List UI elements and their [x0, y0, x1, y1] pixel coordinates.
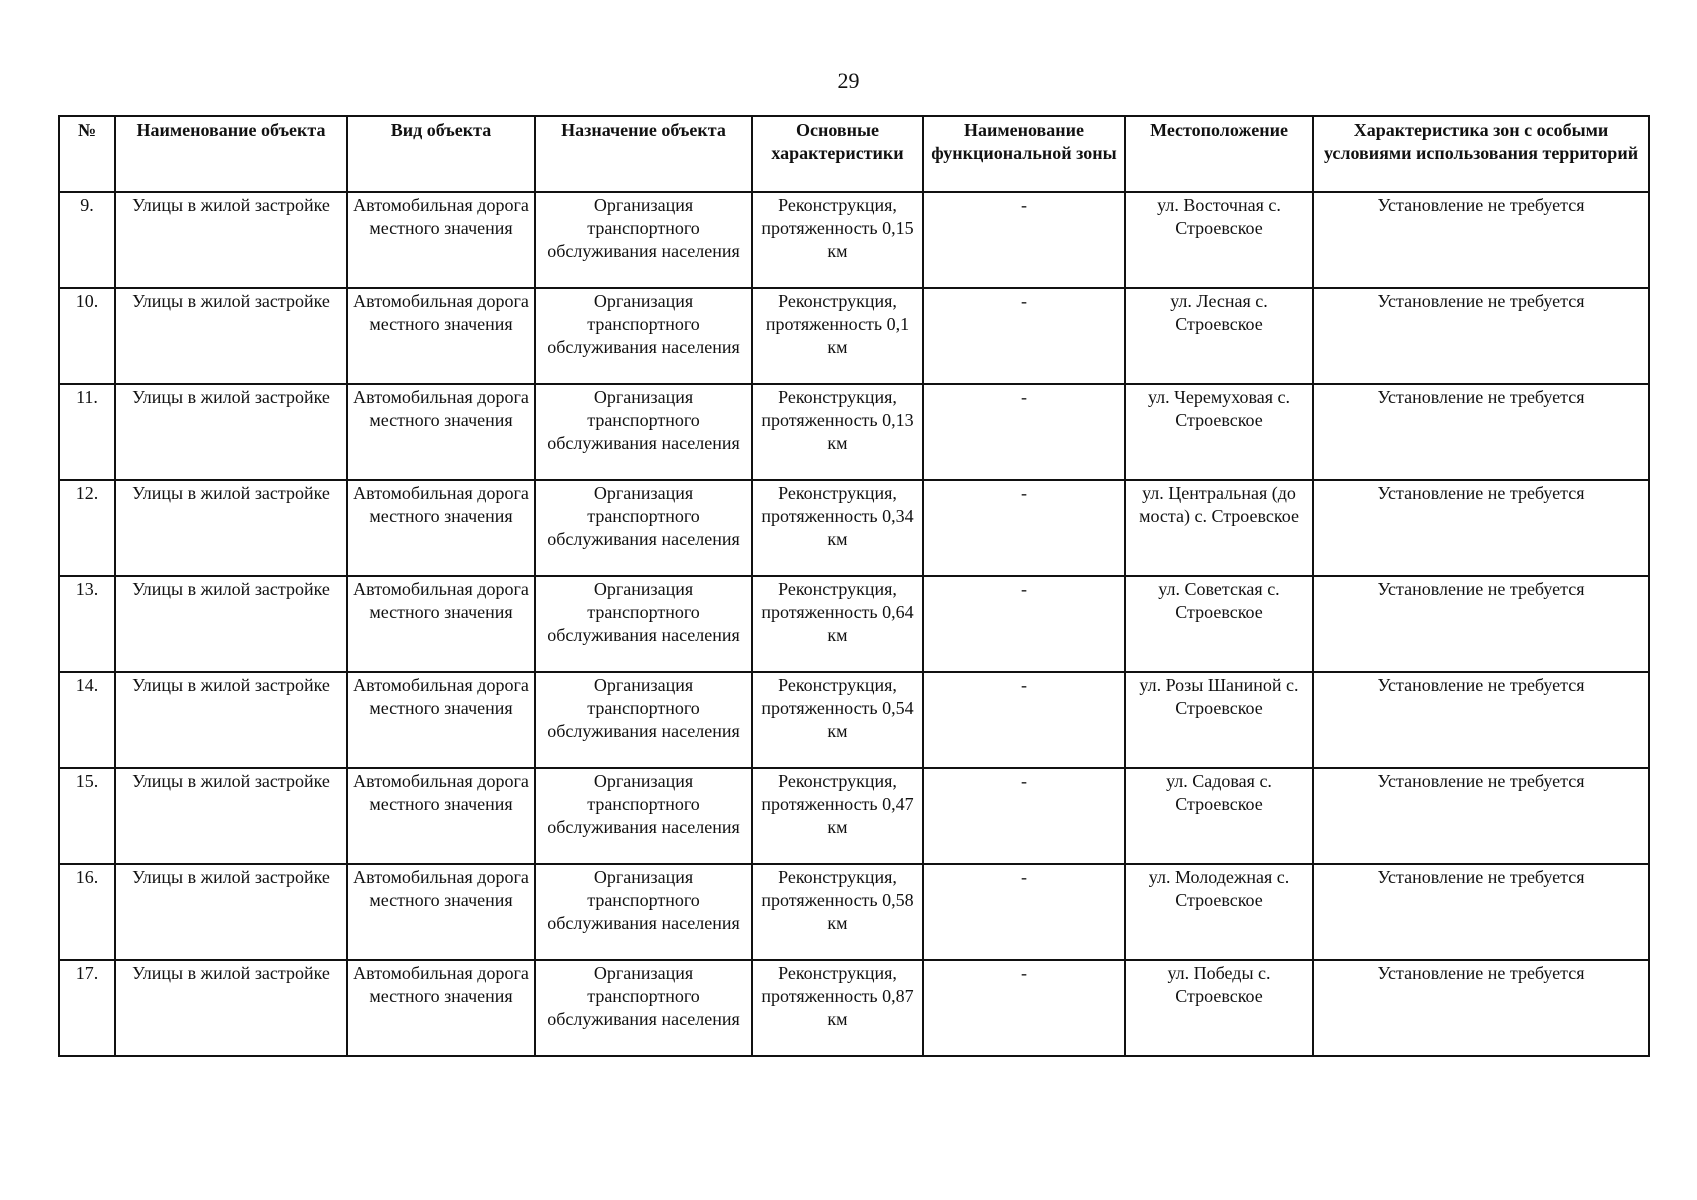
cell-main-characteristics: Реконструкция, протяженность 0,87 км	[752, 960, 923, 1056]
cell-object-type: Автомобильная дорога местного значения	[347, 960, 535, 1056]
cell-object-name: Улицы в жилой застройке	[115, 576, 347, 672]
table-row	[59, 288, 1649, 384]
table-row	[59, 864, 1649, 960]
cell-object-type: Автомобильная дорога местного значения	[347, 480, 535, 576]
table-row	[59, 672, 1649, 768]
cell-zone-conditions: Установление не требуется	[1313, 768, 1649, 864]
page-number: 29	[837, 68, 860, 93]
cell-main-characteristics: Реконструкция, протяженность 0,34 км	[752, 480, 923, 576]
cell-main-characteristics: Реконструкция, протяженность 0,58 км	[752, 864, 923, 960]
cell-object-purpose: Организация транспортного обслуживания населения	[535, 864, 752, 960]
cell-location: ул. Черемуховая с. Строевское	[1125, 384, 1313, 480]
cell-number: 10.	[59, 288, 115, 384]
table-row	[59, 480, 1649, 576]
cell-number: 9.	[59, 192, 115, 288]
cell-zone-conditions: Установление не требуется	[1313, 480, 1649, 576]
cell-object-purpose: Организация транспортного обслуживания населения	[535, 288, 752, 384]
cell-location: ул. Победы с. Строевское	[1125, 960, 1313, 1056]
header-zone-conditions: Характеристика зон с особыми условиями использования территорий	[1313, 116, 1649, 192]
cell-zone-conditions: Установление не требуется	[1313, 864, 1649, 960]
cell-main-characteristics: Реконструкция, протяженность 0,1 км	[752, 288, 923, 384]
header-number: №	[59, 116, 115, 192]
cell-location: ул. Садовая с. Строевское	[1125, 768, 1313, 864]
cell-zone-conditions: Установление не требуется	[1313, 576, 1649, 672]
cell-zone-conditions: Установление не требуется	[1313, 288, 1649, 384]
header-main-characteristics: Основные характеристики	[752, 116, 923, 192]
cell-functional-zone: -	[923, 960, 1125, 1056]
cell-number: 16.	[59, 864, 115, 960]
table-row	[59, 192, 1649, 288]
cell-number: 15.	[59, 768, 115, 864]
cell-object-name: Улицы в жилой застройке	[115, 960, 347, 1056]
cell-object-type: Автомобильная дорога местного значения	[347, 672, 535, 768]
cell-functional-zone: -	[923, 672, 1125, 768]
cell-object-type: Автомобильная дорога местного значения	[347, 768, 535, 864]
cell-object-type: Автомобильная дорога местного значения	[347, 576, 535, 672]
cell-main-characteristics: Реконструкция, протяженность 0,64 км	[752, 576, 923, 672]
cell-zone-conditions: Установление не требуется	[1313, 384, 1649, 480]
header-object-purpose: Назначение объекта	[535, 116, 752, 192]
cell-object-purpose: Организация транспортного обслуживания населения	[535, 960, 752, 1056]
cell-number: 13.	[59, 576, 115, 672]
cell-location: ул. Лесная с. Строевское	[1125, 288, 1313, 384]
table-row	[59, 576, 1649, 672]
cell-object-name: Улицы в жилой застройке	[115, 384, 347, 480]
cell-functional-zone: -	[923, 768, 1125, 864]
table-row	[59, 960, 1649, 1056]
cell-object-name: Улицы в жилой застройке	[115, 480, 347, 576]
cell-object-name: Улицы в жилой застройке	[115, 768, 347, 864]
cell-location: ул. Молодежная с. Строевское	[1125, 864, 1313, 960]
cell-object-purpose: Организация транспортного обслуживания населения	[535, 576, 752, 672]
header-location: Местоположение	[1125, 116, 1313, 192]
cell-functional-zone: -	[923, 192, 1125, 288]
cell-location: ул. Розы Шаниной с. Строевское	[1125, 672, 1313, 768]
cell-main-characteristics: Реконструкция, протяженность 0,15 км	[752, 192, 923, 288]
cell-number: 11.	[59, 384, 115, 480]
cell-object-type: Автомобильная дорога местного значения	[347, 288, 535, 384]
cell-zone-conditions: Установление не требуется	[1313, 960, 1649, 1056]
cell-main-characteristics: Реконструкция, протяженность 0,47 км	[752, 768, 923, 864]
table-row	[59, 768, 1649, 864]
cell-functional-zone: -	[923, 576, 1125, 672]
cell-object-type: Автомобильная дорога местного значения	[347, 384, 535, 480]
cell-object-purpose: Организация транспортного обслуживания населения	[535, 384, 752, 480]
cell-object-purpose: Организация транспортного обслуживания населения	[535, 480, 752, 576]
header-object-name: Наименование объекта	[115, 116, 347, 192]
cell-object-type: Автомобильная дорога местного значения	[347, 864, 535, 960]
table-body	[59, 192, 1649, 1056]
cell-object-name: Улицы в жилой застройке	[115, 864, 347, 960]
cell-object-name: Улицы в жилой застройке	[115, 288, 347, 384]
cell-location: ул. Восточная с. Строевское	[1125, 192, 1313, 288]
cell-zone-conditions: Установление не требуется	[1313, 192, 1649, 288]
cell-main-characteristics: Реконструкция, протяженность 0,13 км	[752, 384, 923, 480]
table-header-row	[59, 116, 1649, 192]
cell-functional-zone: -	[923, 384, 1125, 480]
cell-object-name: Улицы в жилой застройке	[115, 192, 347, 288]
cell-object-purpose: Организация транспортного обслуживания населения	[535, 768, 752, 864]
header-functional-zone: Наименование функциональной зоны	[923, 116, 1125, 192]
cell-number: 17.	[59, 960, 115, 1056]
cell-functional-zone: -	[923, 288, 1125, 384]
cell-functional-zone: -	[923, 480, 1125, 576]
cell-object-name: Улицы в жилой застройке	[115, 672, 347, 768]
cell-functional-zone: -	[923, 864, 1125, 960]
objects-table	[58, 115, 1650, 1057]
cell-main-characteristics: Реконструкция, протяженность 0,54 км	[752, 672, 923, 768]
header-object-type: Вид объекта	[347, 116, 535, 192]
cell-zone-conditions: Установление не требуется	[1313, 672, 1649, 768]
cell-location: ул. Центральная (до моста) с. Строевское	[1125, 480, 1313, 576]
cell-object-purpose: Организация транспортного обслуживания населения	[535, 672, 752, 768]
cell-number: 12.	[59, 480, 115, 576]
cell-location: ул. Советская с. Строевское	[1125, 576, 1313, 672]
table-row	[59, 384, 1649, 480]
cell-object-type: Автомобильная дорога местного значения	[347, 192, 535, 288]
cell-number: 14.	[59, 672, 115, 768]
cell-object-purpose: Организация транспортного обслуживания населения	[535, 192, 752, 288]
